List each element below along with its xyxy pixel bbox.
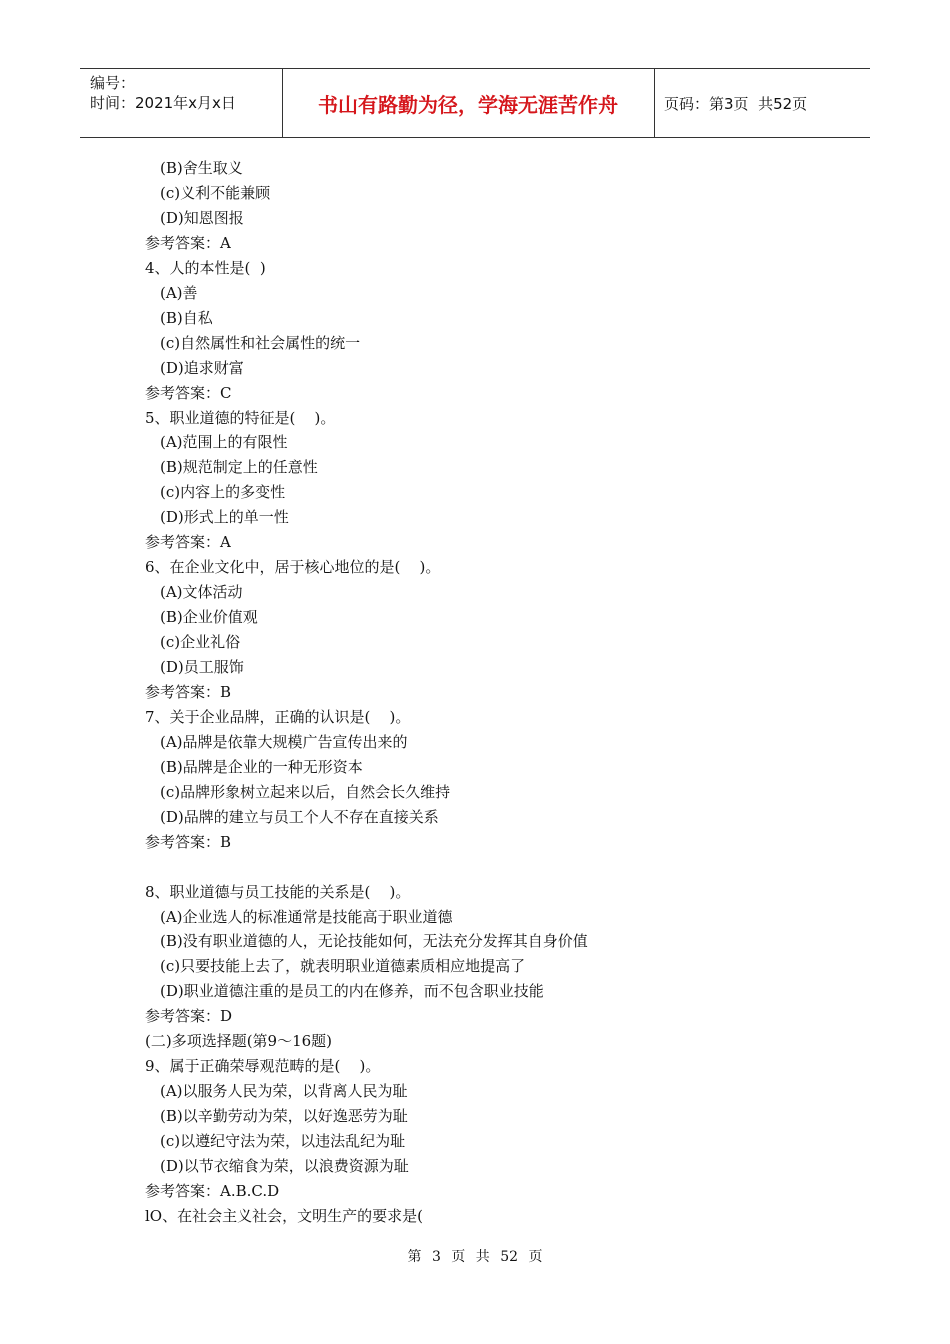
- option-text: (D)员工服饰: [160, 658, 244, 676]
- question-text: lO、在社会主义社会，文明生产的要求是(: [145, 1207, 423, 1225]
- page-footer: 第 3 页 共 52 页: [407, 1249, 543, 1265]
- header-motto: 书山有路勤为径，学海无涯苦作舟: [318, 92, 618, 117]
- answer-text: 参考答案：A: [145, 234, 231, 252]
- option-text: (D)品牌的建立与员工个人不存在直接关系: [160, 808, 439, 826]
- question-text: 9、属于正确荣辱观范畴的是( )。: [145, 1057, 381, 1075]
- option-text: (c)只要技能上去了，就表明职业道德素质相应地提高了: [160, 957, 526, 975]
- question-text: (二)多项选择题(第9～16题): [145, 1032, 333, 1050]
- question-text: 4、人的本性是( ): [145, 259, 266, 277]
- option-text: (D)以节衣缩食为荣，以浪费资源为耻: [160, 1157, 409, 1175]
- header-page-info: 页码：第3页 共52页: [664, 95, 808, 113]
- answer-text: 参考答案：B: [145, 683, 232, 701]
- question-text: 6、在企业文化中，居于核心地位的是( )。: [145, 558, 441, 576]
- answer-text: 参考答案：C: [145, 384, 232, 402]
- option-text: (B)规范制定上的任意性: [160, 458, 318, 476]
- date-label: 时间：2021年x月x日: [90, 94, 236, 112]
- question-text: 8、职业道德与员工技能的关系是( )。: [145, 883, 411, 901]
- option-text: (D)形式上的单一性: [160, 508, 289, 526]
- header-divider: [654, 69, 655, 137]
- option-text: (c)自然属性和社会属性的统一: [160, 334, 361, 352]
- answer-text: 参考答案：D: [145, 1007, 233, 1025]
- answer-text: 参考答案：B: [145, 833, 232, 851]
- option-text: (c)企业礼俗: [160, 633, 241, 651]
- answer-text: 参考答案：A: [145, 533, 231, 551]
- option-text: (c)内容上的多变性: [160, 483, 286, 501]
- option-text: (c)品牌形象树立起来以后，自然会长久维持: [160, 783, 451, 801]
- header-meta: [90, 73, 236, 113]
- option-text: (D)职业道德注重的是员工的内在修养，而不包含职业技能: [160, 982, 544, 1000]
- number-label: 编号：: [90, 74, 136, 92]
- option-text: (B)以辛勤劳动为荣，以好逸恶劳为耻: [160, 1107, 408, 1125]
- option-text: (A)善: [160, 284, 198, 302]
- option-text: (A)以服务人民为荣，以背离人民为耻: [160, 1082, 408, 1100]
- option-text: (B)企业价值观: [160, 608, 258, 626]
- option-text: (B)舍生取义: [160, 159, 243, 177]
- option-text: (B)品牌是企业的一种无形资本: [160, 758, 363, 776]
- option-text: (c)以遵纪守法为荣，以违法乱纪为耻: [160, 1132, 406, 1150]
- option-text: (D)知恩图报: [160, 209, 244, 227]
- page-header: [80, 68, 870, 138]
- option-text: (A)文体活动: [160, 583, 243, 601]
- option-text: (B)自私: [160, 309, 213, 327]
- question-text: 7、关于企业品牌，正确的认识是( )。: [145, 708, 411, 726]
- option-text: (D)追求财富: [160, 359, 244, 377]
- question-text: 5、职业道德的特征是( )。: [145, 409, 336, 427]
- option-text: (c)义利不能兼顾: [160, 184, 271, 202]
- option-text: (A)企业选人的标准通常是技能高于职业道德: [160, 908, 453, 926]
- option-text: (A)品牌是依靠大规模广告宣传出来的: [160, 733, 408, 751]
- option-text: (B)没有职业道德的人，无论技能如何，无法充分发挥其自身价值: [160, 932, 588, 950]
- option-text: (A)范围上的有限性: [160, 433, 288, 451]
- answer-text: 参考答案：A.B.C.D: [145, 1182, 280, 1200]
